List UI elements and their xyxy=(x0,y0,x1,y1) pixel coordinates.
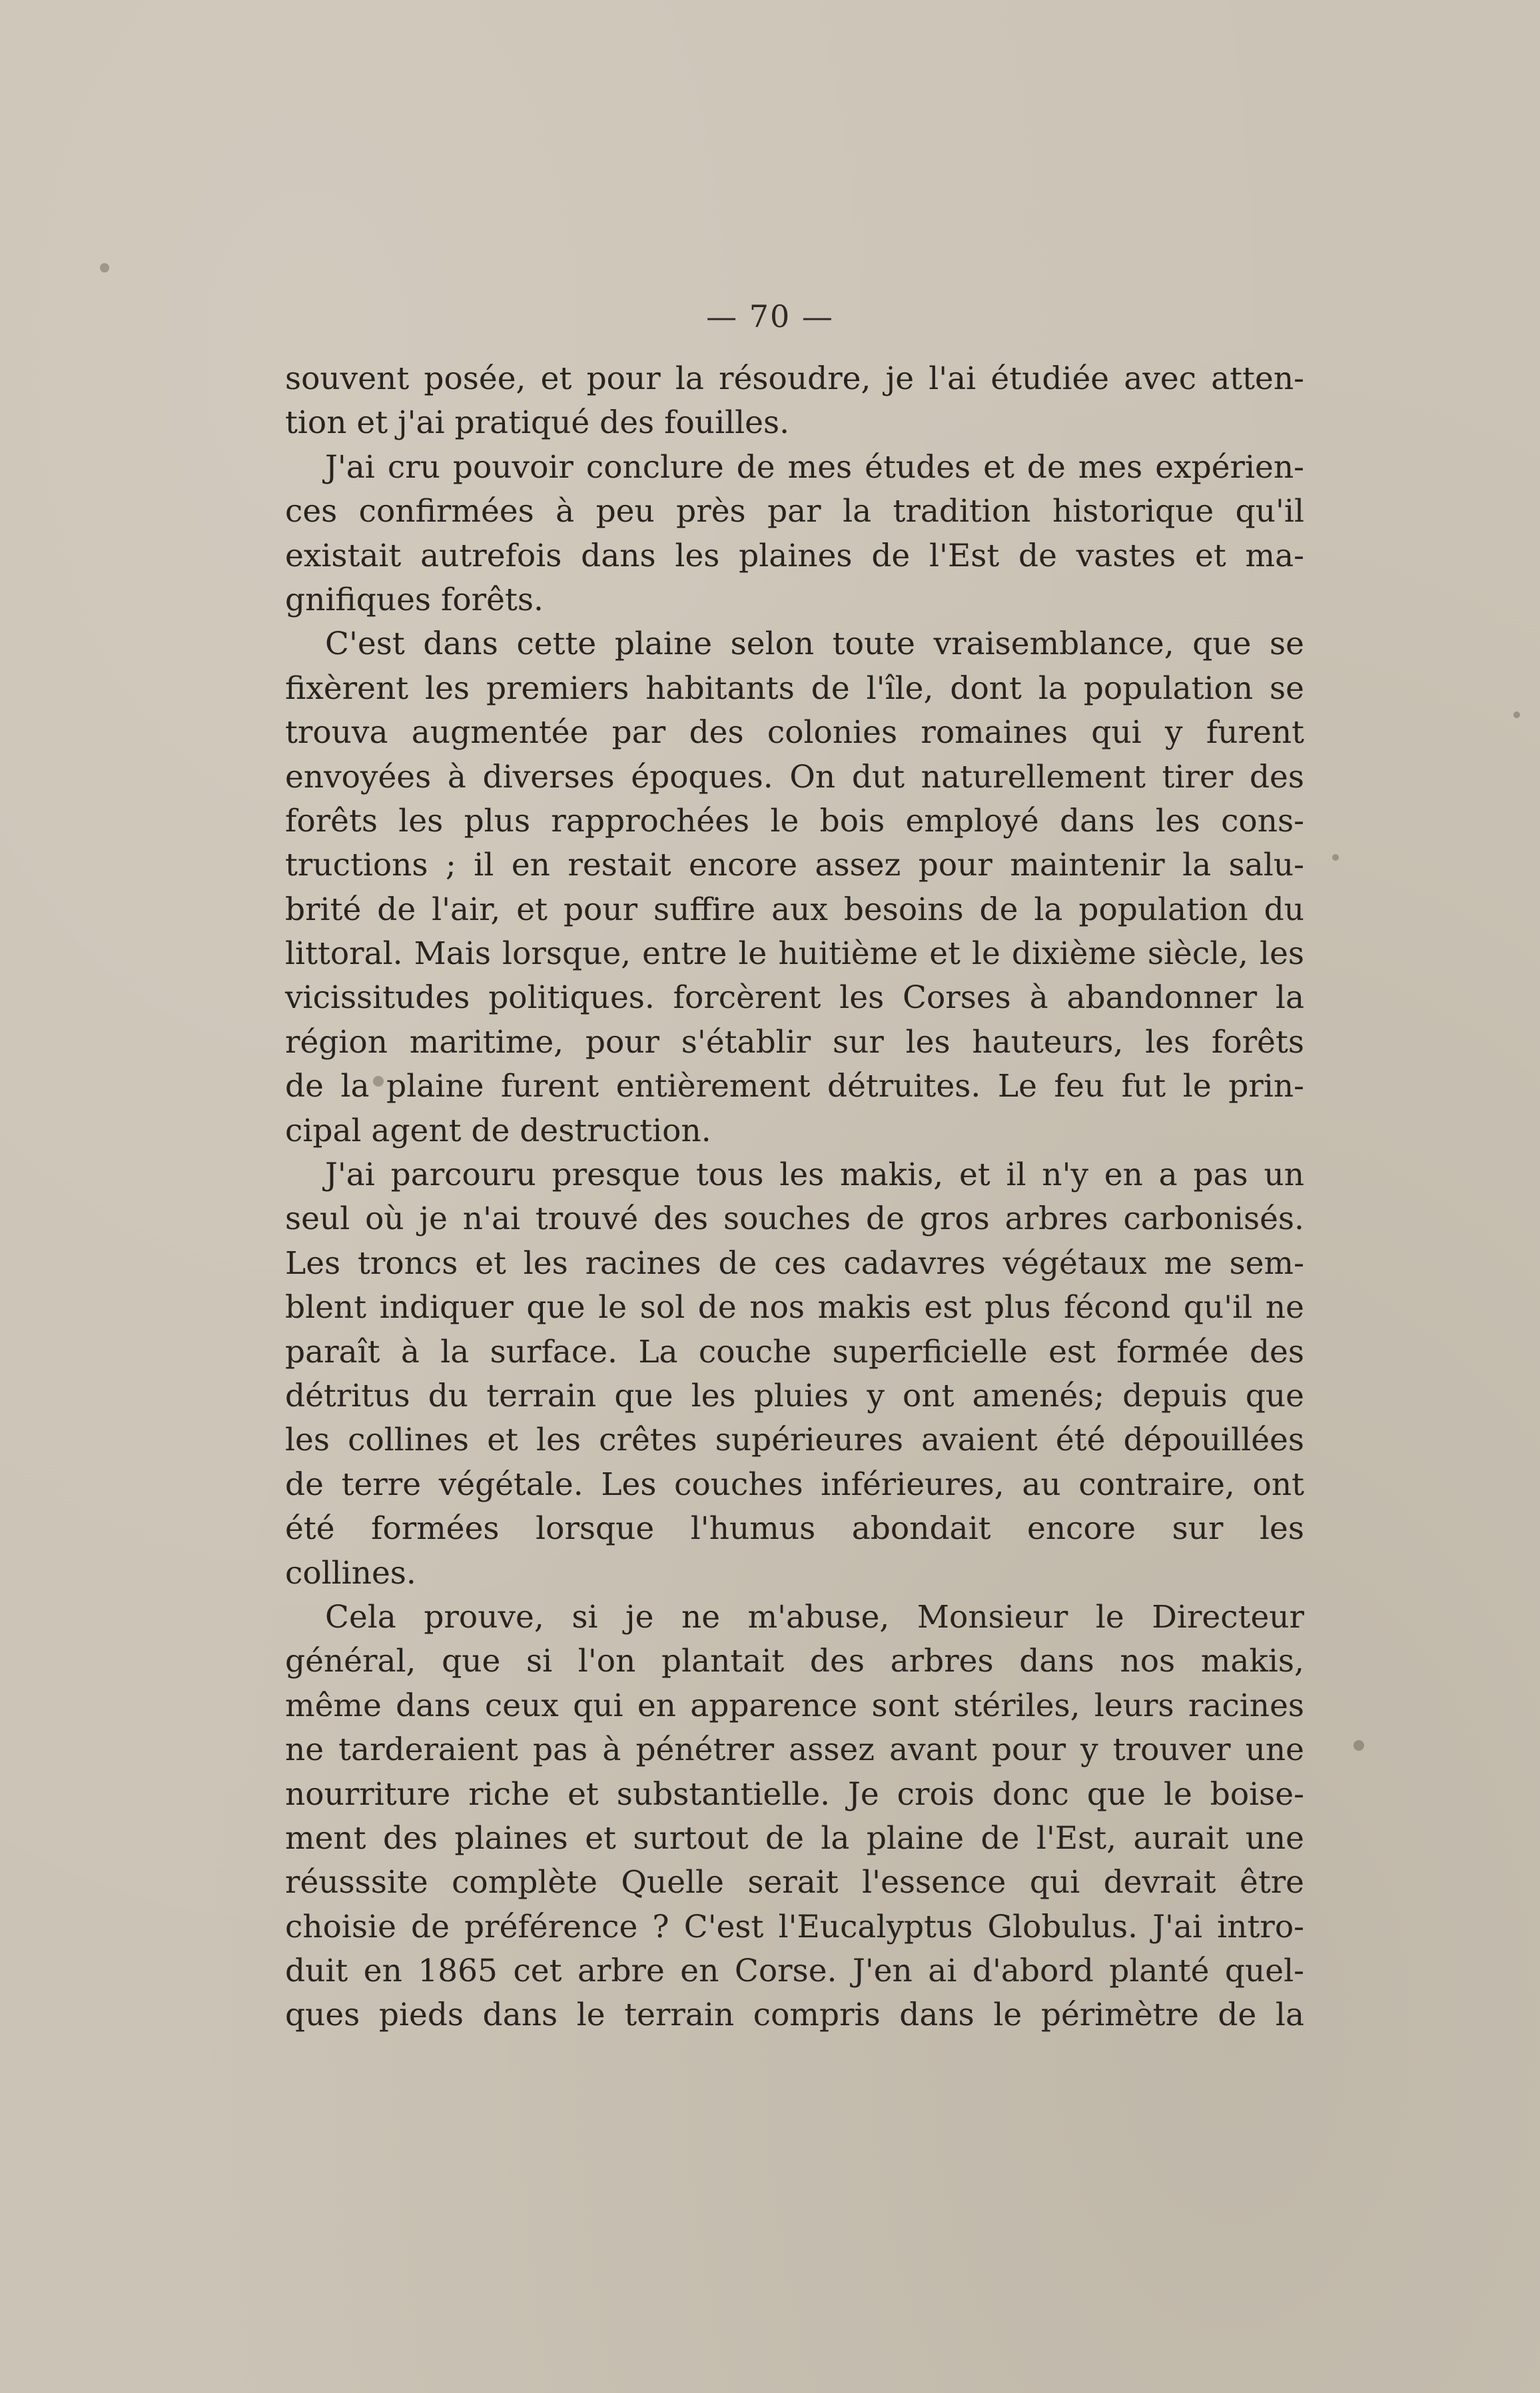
paper-speck xyxy=(100,263,109,272)
text-line: région maritime, pour s'établir sur les hauteurs, les forêts xyxy=(285,1023,1304,1061)
text-line: vicissitudes politiques. forcèrent les Corses à abandonner la xyxy=(285,979,1304,1017)
text-line: duit en 1865 cet arbre en Corse. J'en ai d'abord planté quel- xyxy=(285,1953,1304,1990)
text-line: ces confirmées à peu près par la tradition historique qu'il xyxy=(285,493,1304,530)
text-line: J'ai parcouru presque tous les makis, et il n'y en a pas un xyxy=(325,1157,1304,1194)
text-line: envoyées à diverses époques. On dut naturellement tirer des xyxy=(285,758,1304,795)
text-line: Les troncs et les racines de ces cadavres végétaux me sem- xyxy=(285,1244,1304,1282)
text-line: C'est dans cette plaine selon toute vraisemblance, que se xyxy=(325,626,1304,663)
text-line: ques pieds dans le terrain compris dans le périmètre de la xyxy=(285,1997,1304,2034)
text-line: Cela prouve, si je ne m'abuse, Monsieur le Directeur xyxy=(325,1598,1304,1636)
text-line: choisie de préférence ? C'est l'Eucalyptus Globulus. J'ai intro- xyxy=(285,1908,1304,1945)
text-line: de la plaine furent entièrement détruites. Le feu fut le prin- xyxy=(285,1068,1304,1105)
page-number: — 70 — xyxy=(706,298,834,334)
text-line: brité de l'air, et pour suffire aux besoins de la population du xyxy=(285,891,1304,928)
text-line: cipal agent de destruction. xyxy=(285,1112,711,1149)
text-line: gnifiques forêts. xyxy=(285,581,544,618)
text-line: ne tarderaient pas à pénétrer assez avant pour y trouver une xyxy=(285,1731,1304,1769)
text-line: général, que si l'on plantait des arbres dans nos makis, xyxy=(285,1643,1304,1680)
text-line: collines. xyxy=(285,1554,416,1592)
text-line: fixèrent les premiers habitants de l'île, dont la population se xyxy=(285,670,1304,707)
text-line: détritus du terrain que les pluies y ont amenés; depuis que xyxy=(285,1377,1304,1414)
text-line: littoral. Mais lorsque, entre le huitième et le dixième siècle, les xyxy=(285,935,1304,973)
paper-speck xyxy=(373,1076,384,1087)
text-line: trouva augmentée par des colonies romaines qui y furent xyxy=(285,714,1304,751)
text-line: tion et j'ai pratiqué des fouilles. xyxy=(285,404,790,442)
text-line: ment des plaines et surtout de la plaine de l'Est, aurait une xyxy=(285,1819,1304,1857)
text-line: nourriture riche et substantielle. Je crois donc que le boise- xyxy=(285,1775,1304,1813)
text-line: seul où je n'ai trouvé des souches de gros arbres carbonisés. xyxy=(285,1200,1304,1238)
text-line: même dans ceux qui en apparence sont stériles, leurs racines xyxy=(285,1687,1304,1724)
paper-speck xyxy=(1353,1740,1364,1751)
paper-speck xyxy=(1513,712,1520,718)
text-line: les collines et les crêtes supérieures avaient été dépouillées xyxy=(285,1422,1304,1459)
body-text xyxy=(285,357,1304,2038)
text-line: réusssite complète Quelle serait l'essence qui devrait être xyxy=(285,1864,1304,1901)
paper-speck xyxy=(1332,854,1339,861)
text-line: existait autrefois dans les plaines de l'Est de vastes et ma- xyxy=(285,537,1304,574)
text-line: paraît à la surface. La couche superficielle est formée des xyxy=(285,1333,1304,1370)
text-line: J'ai cru pouvoir conclure de mes études et de mes expérien- xyxy=(325,448,1304,486)
text-line: de terre végétale. Les couches inférieures, au contraire, ont xyxy=(285,1466,1304,1503)
text-line: souvent posée, et pour la résoudre, je l'ai étudiée avec atten- xyxy=(285,360,1304,397)
text-line: blent indiquer que le sol de nos makis est plus fécond qu'il ne xyxy=(285,1289,1304,1326)
text-line: forêts les plus rapprochées le bois employé dans les cons- xyxy=(285,802,1304,839)
text-line: été formées lorsque l'humus abondait encore sur les xyxy=(285,1510,1304,1548)
text-line: tructions ; il en restait encore assez pour maintenir la salu- xyxy=(285,847,1304,884)
